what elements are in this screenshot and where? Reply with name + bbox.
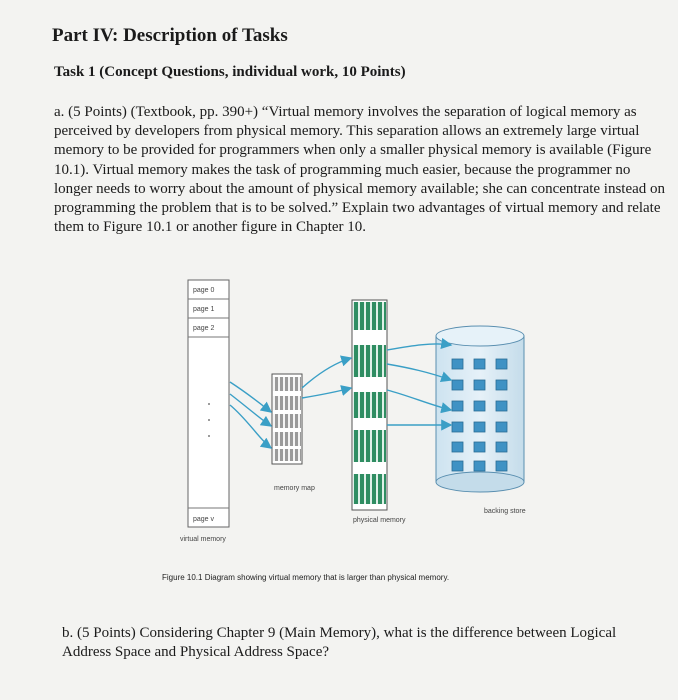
figure-caption: Figure 10.1 Diagram showing virtual memory that is larger than physical memory. [162,573,450,582]
label-page-v: page v [193,516,215,523]
part-title: Part IV: Description of Tasks [52,25,288,46]
question-b-text: b. (5 Points) Considering Chapter 9 (Main Memory), what is the difference between Logical Address Space and Physical Address Space? [62,625,617,660]
label-virtual-memory: virtual memory [180,536,226,543]
label-page-2: page 2 [193,325,215,332]
mapping-arrows [230,344,451,448]
task-title: Task 1 (Concept Questions, individual work, 10 Points) [54,64,406,80]
question-a-text: a. (5 Points) (Textbook, pp. 390+) “Virtual memory involves the separation of logical memory as perceived by developers from physical memory. This separation allows an extremely large virtual memory to be provided for programmers when only a smaller physical memory is available (Figure 10.1). Virtual memory makes the task of programming much easier, because the programmer no longer needs to worry about the amount of physical memory available; she can concentrate instead on programming the problem that is to be solved.” Explain two advantages of virtual memory and relate them to Figure 10.1 or another figure in Chapter 10. [54,104,666,236]
label-page-0: page 0 [193,287,215,294]
label-physical-memory: physical memory [353,517,406,524]
virtual-memory-column [188,280,229,527]
label-memory-map: memory map [274,485,315,492]
memory-map [272,374,302,464]
physical-memory-column [352,300,387,510]
label-page-1: page 1 [193,306,215,313]
label-backing-store: backing store [484,508,526,515]
